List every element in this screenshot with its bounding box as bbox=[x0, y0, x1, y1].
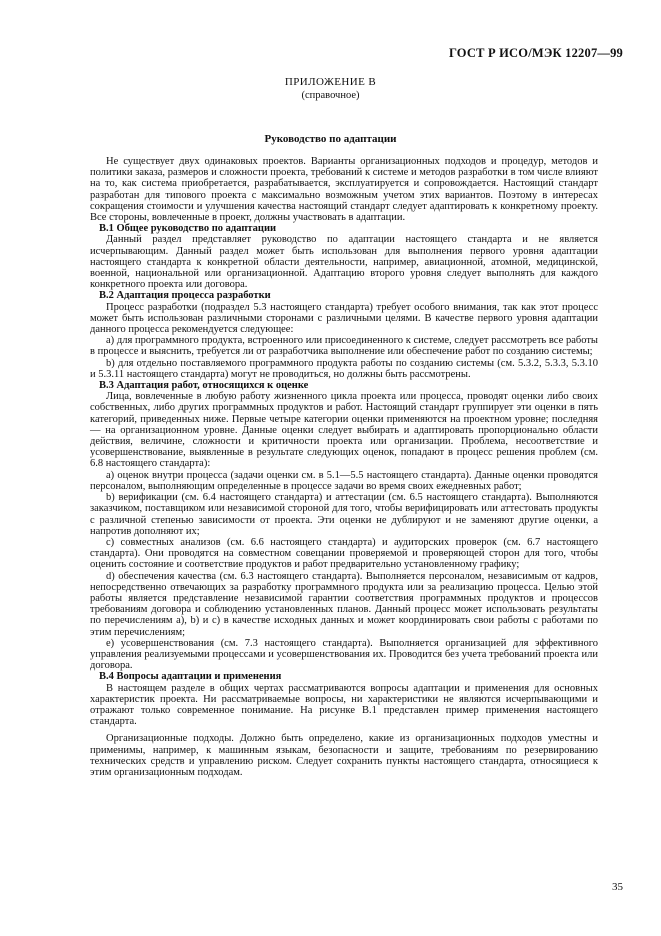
intro-paragraph: Не существует двух одинаковых проектов. Варианты организационных подходов и процедур, методов и политики заказа, размеров и сложности проекта, требований к системе и методов разработки в том числе влияют на то, как система приобретается, разрабатывается, эксплуатируется и сопровождается. Настоящий стандарт разработан для типового проекта с максимально возможным учетом этих вариантов. Поэтому в интересах сокращения стоимости и улучшения качества настоящий стандарт следует адаптировать к конкретному проекту. Все стороны, вовлеченные в проект, должны участвовать в адаптации. bbox=[90, 156, 598, 224]
body-text bbox=[90, 156, 598, 778]
appendix-subtitle: (справочное) bbox=[301, 90, 360, 101]
paragraph: Лица, вовлеченные в любую работу жизненного цикла проекта или процесса, проводят оценки либо своих собственных, либо других программных продуктов и работ. Настоящий стандарт группирует эти оценки в пять категорий, приведенных ниже. Первые четыре категории оценки применяются на проектном уровне; последняя — на организационном уровне. Данные оценки следует выбирать и адаптировать пропорционально области действия, величине, сложности и критичности проекта или организации. Проблема, несоответствие и усовершенствование, выявленные в результате следующих оценок, попадают в процесс решения проблем (см. 6.8 настоящего стандарта): bbox=[90, 391, 598, 470]
document-title: Руководство по адаптации bbox=[264, 133, 397, 145]
paragraph: В настоящем разделе в общих чертах рассматриваются вопросы адаптации и применения для основных характеристик проекта. Ни рассматриваемые вопросы, ни характеристики не являются исчерпывающими и отражают только современное понимание. На рисунке В.1 представлен пример применения настоящего стандарта. bbox=[90, 682, 598, 728]
section-heading: В.4 Вопросы адаптации и применения bbox=[99, 671, 282, 683]
paragraph: Организационные подходы. Должно быть определено, какие из организационных подходов уместны и применимы, например, к машинным языкам, безопасности и защите, требованиям по резервированию технических средств и управлению риском. Следует сохранить пункты настоящего стандарта, относящиеся к этим организационным подходам. bbox=[90, 733, 598, 778]
list-item: а) для программного продукта, встроенного или присоединенного к системе, следует рассмотреть все работы в процессе и выяснить, требуется ли от разработчика выполнение или обеспечение работ по созданию системы; bbox=[90, 335, 598, 358]
list-item: b) для отдельно поставляемого программного продукта работы по созданию системы (см. 5.3.2, 5.3.3, 5.3.10 и 5.3.11 настоящего стандарта) могут не проводиться, но должны быть рассмотрены. bbox=[90, 357, 598, 380]
paragraph: Данный раздел представляет руководство по адаптации настоящего стандарта и не является исчерпывающим. Данный раздел может быть использован для выполнения первого уровня адаптации настоящего стандарта к конкретной области деятельности, например, авиационной, атомной, медицинской, военной, национальной или организационной. Адаптацию второго уровня следует выполнять для каждого конкретного проекта или договора. bbox=[90, 234, 598, 291]
appendix-block bbox=[0, 76, 661, 102]
appendix-title: ПРИЛОЖЕНИЕ В bbox=[284, 76, 377, 88]
list-item: d) обеспечения качества (см. 6.3 настоящего стандарта). Выполняется персоналом, независимым от кадров, непосредственно отвечающих за разработку программного продукта или за реализацию процесса. Целью этой работы является представление независимой гарантии соответствия программных продуктов и процессов требованиям договора и соблюдению установленных планов. Данный процесс может использовать результаты по перечислениям а), b) и с) в качестве исходных данных и может координировать свои работы с работами по этим перечислениям; bbox=[90, 570, 598, 638]
list-item: b) верификации (см. 6.4 настоящего стандарта) и аттестации (см. 6.5 настоящего стандарта). Выполняются заказчиком, поставщиком или независимой стороной для того, чтобы верифицировать или аттестовать продукты с различной степенью зависимости от проекта. Эти оценки не дублируют и не заменяют другие оценки, а напротив дополняют их; bbox=[90, 492, 598, 537]
section-heading: В.1 Общее руководство по адаптации bbox=[99, 223, 277, 235]
standard-header: ГОСТ Р ИСО/МЭК 12207—99 bbox=[448, 46, 623, 60]
list-item: е) усовершенствования (см. 7.3 настоящего стандарта). Выполняется организацией для эффективного управления реализуемыми процессами и усовершенствования их. Проводится без учета требований проекта или договора. bbox=[90, 637, 598, 672]
section-heading: В.3 Адаптация работ, относящихся к оценке bbox=[99, 380, 309, 392]
list-item: с) совместных анализов (см. 6.6 настоящего стандарта) и аудиторских проверок (см. 6.7 настоящего стандарта). Они проводятся на совместном совещании проверяемой и проверяющей сторон для того, чтобы оценить состояние и соответствие продуктов и работ предварительно установленному графику; bbox=[90, 536, 598, 571]
page-number: 35 bbox=[612, 881, 623, 893]
list-item: а) оценок внутри процесса (задачи оценки см. в 5.1—5.5 настоящего стандарта). Данные оценки проводятся персоналом, выполняющим определенные в процессе задачи во время своих ежедневных работ; bbox=[90, 469, 598, 492]
paragraph: Процесс разработки (подраздел 5.3 настоящего стандарта) требует особого внимания, так как этот процесс может быть использован различными сторонами с различными целями. В качестве первого уровня адаптации данного процесса рекомендуется следующее: bbox=[90, 301, 598, 336]
section-heading: В.2 Адаптация процесса разработки bbox=[99, 290, 271, 302]
